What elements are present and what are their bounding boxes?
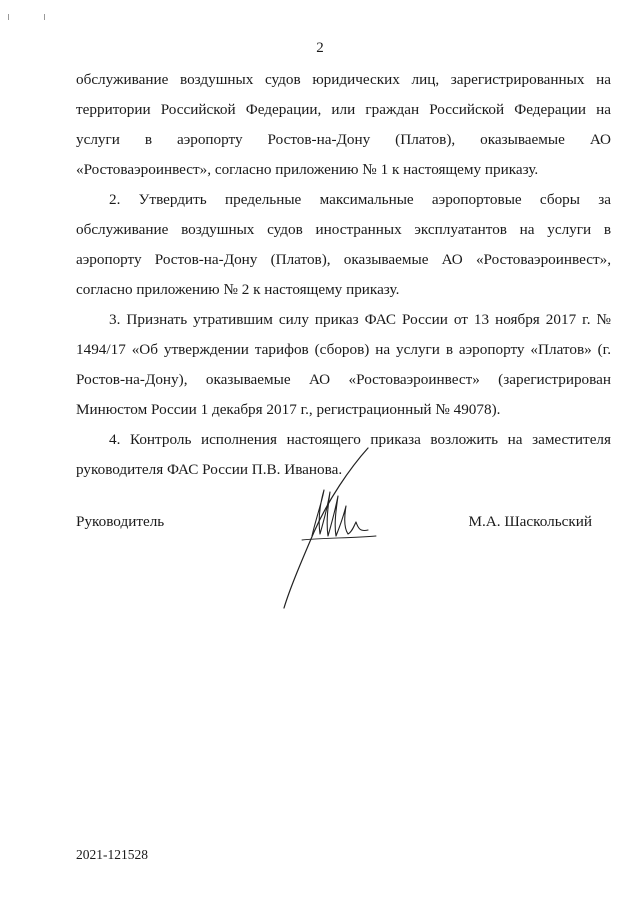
document-body (76, 65, 611, 485)
paragraph-item-3: 3. Признать утратившим силу приказ ФАС России от 13 ноября 2017 г. № 1494/17 «Об утверждении тарифов (сборов) на услуги в аэропорту «Платов» (г. Ростов-на-Дону), оказываемые АО «Ростоваэроинвест» (зарегистрирован Минюстом России 1 декабря 2017 г., регистрационный № 49078). (76, 311, 611, 418)
document-code: 2021-121528 (76, 847, 148, 862)
paragraph-item-4: 4. Контроль исполнения настоящего приказа возложить на заместителя руководителя ФАС России П.В. Иванова. (76, 431, 611, 478)
signatory-title: Руководитель (76, 513, 165, 530)
page-number: 2 (316, 40, 324, 56)
signatory-name: М.А. Шаскольский (468, 513, 592, 530)
paragraph-continuation: обслуживание воздушных судов юридических лиц, зарегистрированных на территории Российской Федерации, или граждан Российской Федерации на услуги в аэропорту Ростов-на-Дону (Платов), оказываемые АО «Ростоваэроинвест», согласно приложению № 1 к настоящему приказу. (76, 71, 611, 178)
paragraph-item-2: 2. Утвердить предельные максимальные аэропортовые сборы за обслуживание воздушных судов иностранных эксплуатантов на услуги в аэропорту Ростов-на-Дону (Платов), оказываемые АО «Ростоваэроинвест», согласно приложению № 2 к настоящему приказу. (76, 191, 611, 298)
scan-artifact (8, 14, 9, 20)
scan-artifact (44, 14, 45, 20)
handwritten-signature (272, 440, 382, 610)
